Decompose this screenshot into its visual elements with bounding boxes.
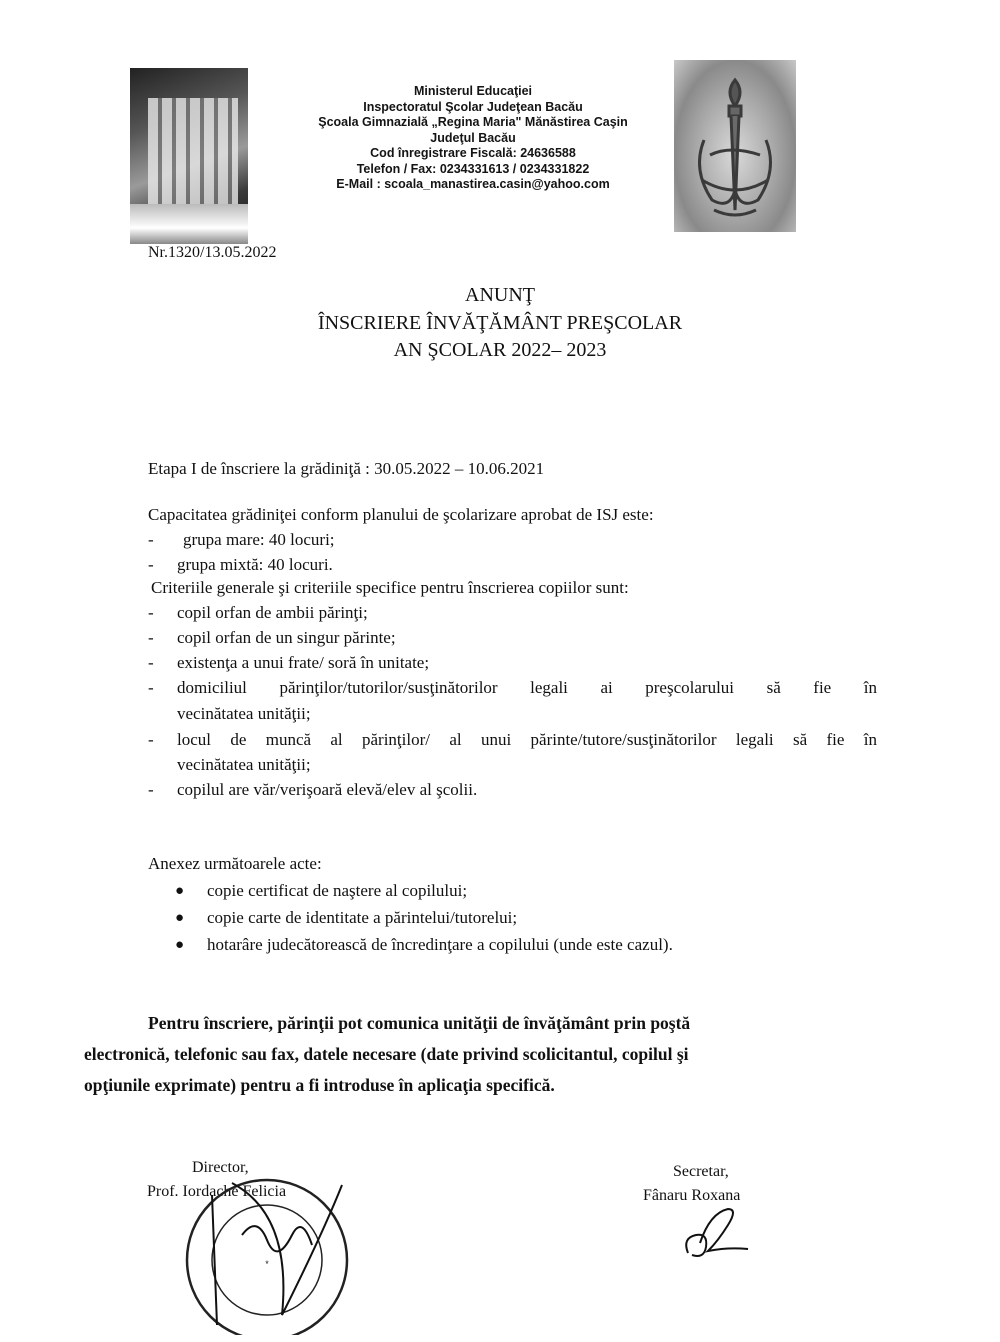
director-title: Director, bbox=[192, 1159, 249, 1176]
school-building bbox=[148, 98, 238, 218]
dash-marker: - bbox=[148, 678, 154, 697]
dash-marker: - bbox=[148, 530, 154, 549]
dash-marker: - bbox=[148, 730, 154, 749]
svg-text:*: * bbox=[265, 1259, 269, 1269]
criteria-item: existenţa a unui frate/ soră în unitate; bbox=[177, 653, 430, 672]
criteria-item-continued: vecinătatea unităţii; bbox=[177, 704, 311, 723]
header-county: Judeţul Bacău bbox=[430, 130, 516, 145]
secretary-title: Secretar, bbox=[673, 1163, 729, 1180]
capacity-intro: Capacitatea grădiniţei conform planului de şcolarizare aprobat de ISJ este: bbox=[148, 505, 654, 524]
bullet-icon: ● bbox=[175, 883, 185, 899]
dash-marker: - bbox=[148, 555, 154, 574]
dash-marker: - bbox=[148, 653, 154, 672]
attachments-intro: Anexez următoarele acte: bbox=[148, 854, 322, 873]
title-school-year: AN ŞCOLAR 2022– 2023 bbox=[393, 339, 607, 361]
criteria-item: copilul are văr/verişoară elevă/elev al şcolii. bbox=[177, 780, 478, 799]
official-stamp bbox=[172, 1175, 362, 1340]
header-phone: Telefon / Fax: 0234331613 / 0234331822 bbox=[356, 161, 590, 176]
criteria-intro: Criteriile generale şi criteriile specifice pentru înscrierea copiilor sunt: bbox=[151, 578, 629, 597]
registration-number: Nr.1320/13.05.2022 bbox=[148, 244, 277, 261]
dash-marker: - bbox=[148, 628, 154, 647]
secretary-name: Fânaru Roxana bbox=[643, 1187, 741, 1204]
capacity-item: grupa mixtă: 40 locuri. bbox=[177, 555, 333, 574]
dash-marker: - bbox=[148, 603, 154, 622]
attachment-item: hotarâre judecătorească de încredinţare a copilului (unde este cazul). bbox=[207, 935, 673, 954]
note-line-2: electronică, telefonic sau fax, datele necesare (date privind scolicitantul, copilul şi bbox=[84, 1044, 689, 1064]
note-line-3: opţiunile exprimate) pentru a fi introduse în aplicaţia specifică. bbox=[84, 1075, 555, 1095]
attachment-item: copie certificat de naştere al copilului; bbox=[207, 881, 468, 900]
header-fiscal-code: Cod înregistrare Fiscală: 24636588 bbox=[370, 146, 576, 160]
header-email: E-Mail : scoala_manastirea.casin@yahoo.com bbox=[336, 177, 610, 191]
snow-ground bbox=[130, 204, 248, 244]
criteria-item: domiciliul părinţilor/tutorilor/susţinătorilor legali ai preşcolarului să fie în bbox=[177, 678, 877, 697]
criteria-item: copil orfan de ambii părinţi; bbox=[177, 603, 368, 622]
stamp-seal-icon bbox=[172, 1175, 362, 1335]
torch-emblem-icon bbox=[674, 60, 796, 232]
header-ministry: Ministerul Educaţiei bbox=[413, 84, 533, 98]
institution-header bbox=[258, 84, 688, 193]
note-line-1: Pentru înscriere, părinţii pot comunica unităţii de învăţământ prin poştă bbox=[148, 1013, 691, 1033]
title-enrollment: ÎNSCRIERE ÎNVĂŢĂMÂNT PREŞCOLAR bbox=[317, 312, 683, 334]
signature-icon bbox=[680, 1203, 750, 1263]
criteria-item-continued: vecinătatea unităţii; bbox=[177, 755, 311, 774]
bullet-icon: ● bbox=[175, 910, 185, 926]
dash-marker: - bbox=[148, 780, 154, 799]
header-school: Şcoala Gimnazială „Regina Maria" Mănăstirea Caşin bbox=[318, 115, 628, 129]
enrollment-stage: Etapa I de înscriere la grădiniţă : 30.05.2022 – 10.06.2021 bbox=[148, 459, 545, 478]
criteria-item: copil orfan de un singur părinte; bbox=[177, 628, 396, 647]
bullet-icon: ● bbox=[175, 937, 185, 953]
secretary-signature bbox=[680, 1203, 750, 1268]
director-name: Prof. Iordache Felicia bbox=[147, 1183, 287, 1200]
capacity-item: grupa mare: 40 locuri; bbox=[183, 530, 335, 549]
school-photo bbox=[130, 68, 248, 244]
attachment-item: copie carte de identitate a părintelui/tutorelui; bbox=[207, 908, 518, 927]
header-inspectorate: Inspectoratul Şcolar Judeţean Bacău bbox=[363, 99, 583, 114]
criteria-item: locul de muncă al părinţilor/ al unui părinte/tutore/susţinătorilor legali să fie în bbox=[177, 730, 877, 749]
title-announcement: ANUNŢ bbox=[465, 284, 535, 306]
school-emblem bbox=[674, 60, 796, 232]
